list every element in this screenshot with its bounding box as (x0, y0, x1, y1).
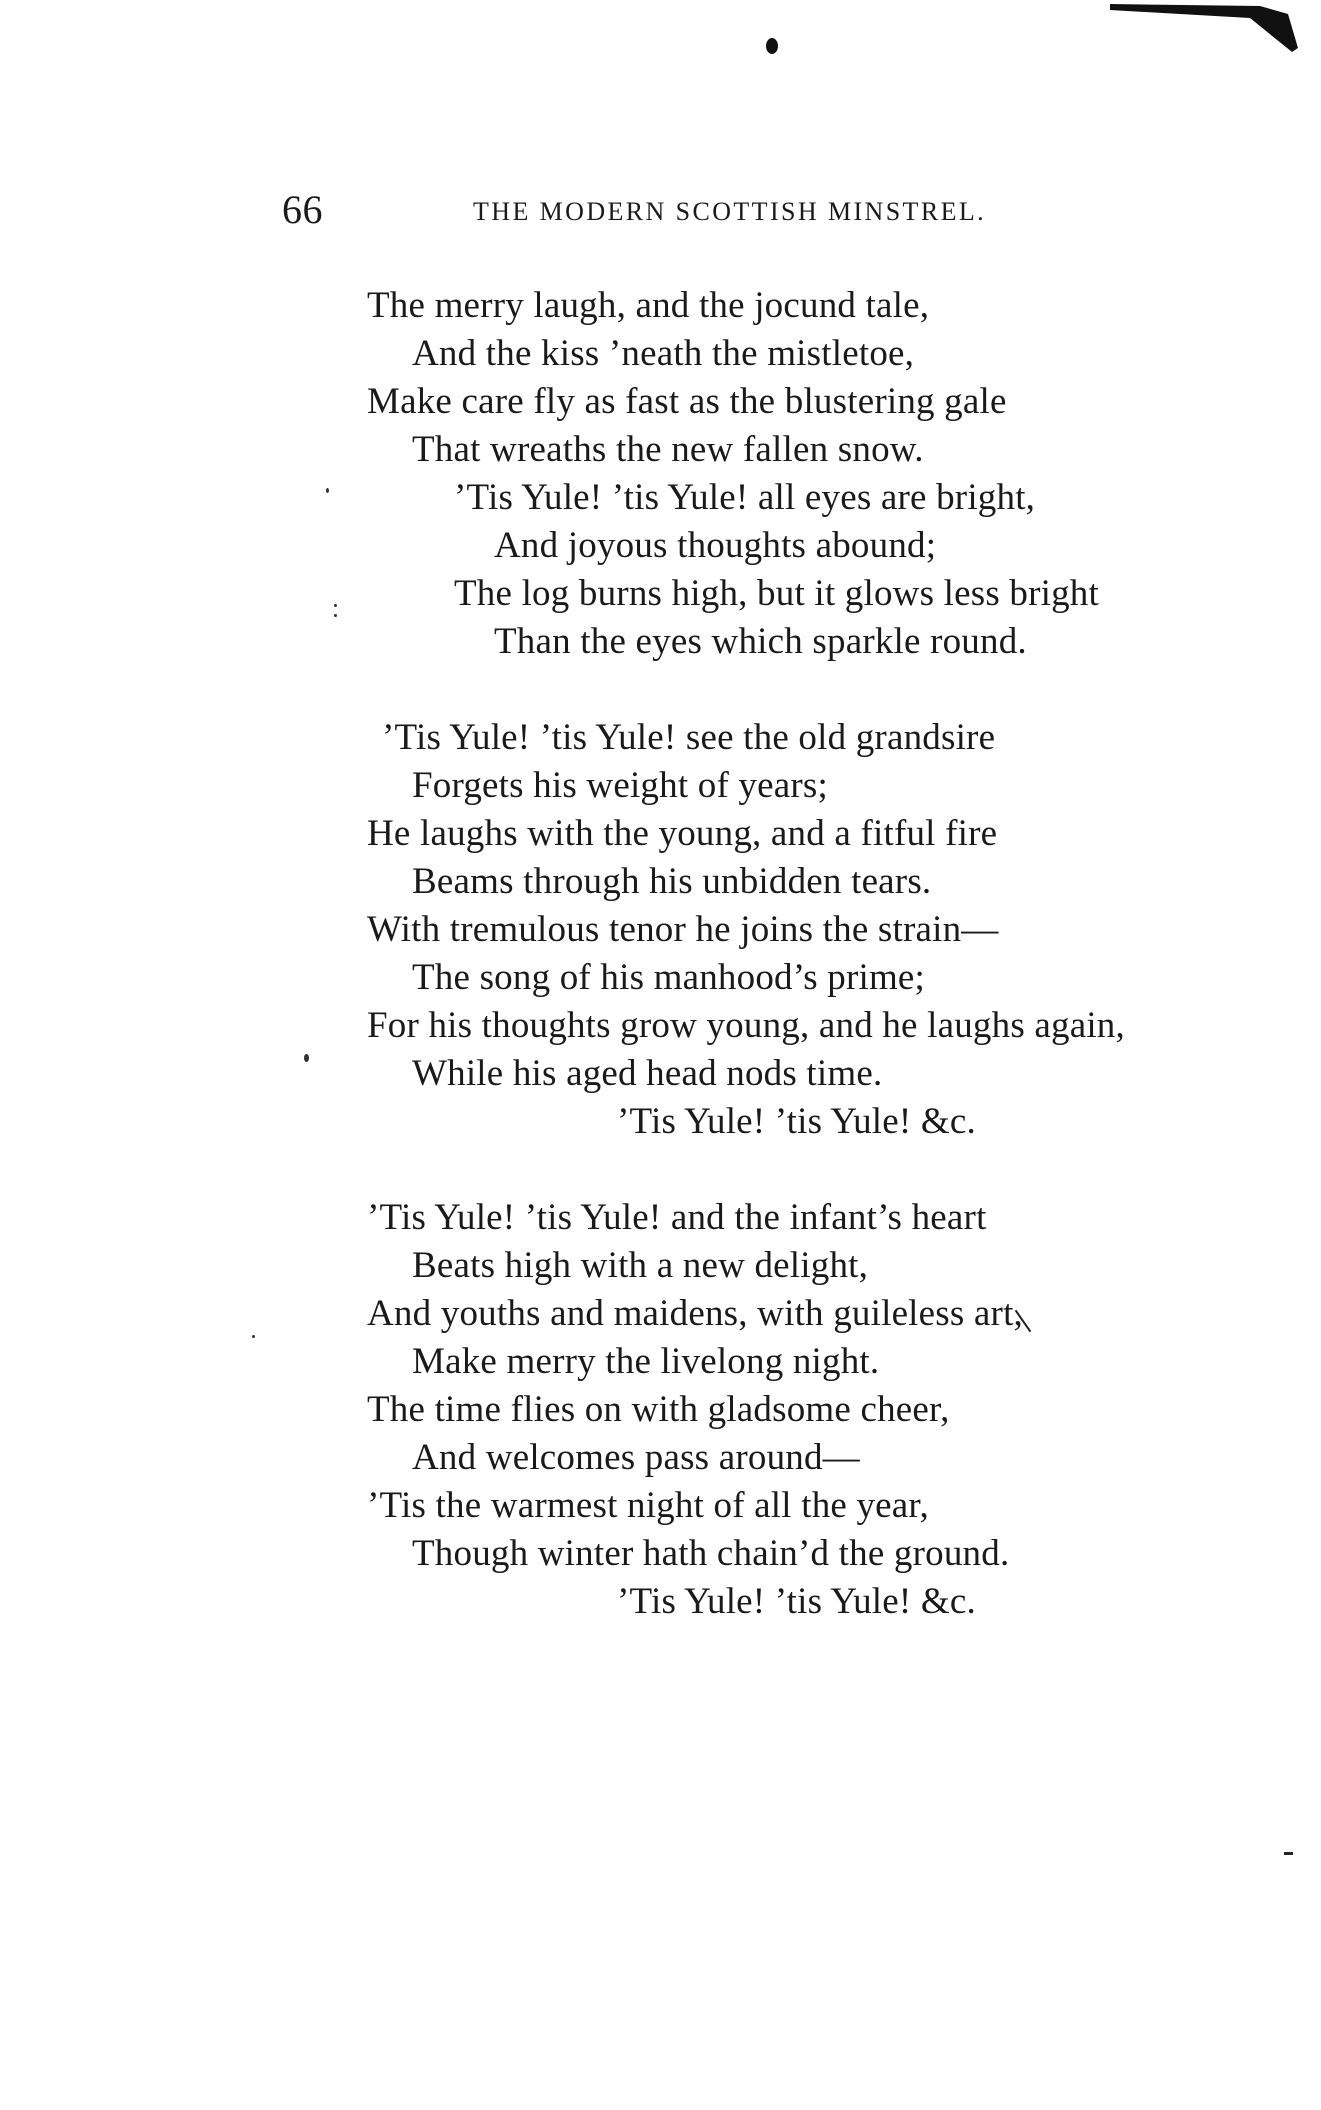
refrain-line: ’Tis Yule! ’tis Yule! &c. (617, 1581, 976, 1622)
poem-line: The log burns high, but it glows less bright (454, 573, 1099, 614)
poem-line: Beams through his unbidden tears. (412, 861, 932, 902)
running-title: THE MODERN SCOTTISH MINSTREL. (473, 197, 987, 226)
poem-line: Beats high with a new delight, (412, 1245, 869, 1286)
poem-line: And joyous thoughts abound; (494, 525, 937, 566)
poem-line: Make care fly as fast as the blustering gale (367, 381, 1007, 422)
poem-line: ’Tis Yule! ’tis Yule! see the old grandsire (382, 717, 996, 758)
poem-line: Make merry the livelong night. (412, 1341, 880, 1382)
speck-mark (304, 1054, 309, 1062)
speck-mark (334, 604, 337, 607)
poem-line: ’Tis the warmest night of all the year, (367, 1485, 929, 1526)
dash-mark (1284, 1852, 1293, 1855)
corner-smudge-mark (1110, 0, 1300, 60)
page-number: 66 (282, 187, 323, 232)
speck-mark (326, 488, 329, 493)
poem-line: Than the eyes which sparkle round. (494, 621, 1027, 662)
poem-line: Forgets his weight of years; (412, 765, 828, 806)
refrain-line: ’Tis Yule! ’tis Yule! &c. (617, 1101, 976, 1142)
poem-line: The song of his manhood’s prime; (412, 957, 926, 998)
poem-line: ’Tis Yule! ’tis Yule! all eyes are bright, (454, 477, 1036, 518)
poem-line: Though winter hath chain’d the ground. (412, 1533, 1010, 1574)
poem-line: The time flies on with gladsome cheer, (367, 1389, 950, 1430)
poem-line: And youths and maidens, with guileless art, (367, 1293, 1024, 1334)
poem-line: For his thoughts grow young, and he laughs again, (367, 1005, 1125, 1046)
poem-line: The merry laugh, and the jocund tale, (367, 285, 930, 326)
poem-line: With tremulous tenor he joins the strain— (367, 909, 999, 950)
speck-mark (334, 614, 337, 617)
poem-line: ’Tis Yule! ’tis Yule! and the infant’s heart (367, 1197, 987, 1238)
speck-mark (252, 1335, 255, 1338)
poem-line: And the kiss ’neath the mistletoe, (412, 333, 915, 374)
poem-line: He laughs with the young, and a fitful fire (367, 813, 998, 854)
poem-line: That wreaths the new fallen snow. (412, 429, 924, 470)
poem-line: And welcomes pass around— (412, 1437, 860, 1478)
poem-line: While his aged head nods time. (412, 1053, 883, 1094)
ink-blob-mark (766, 38, 778, 54)
